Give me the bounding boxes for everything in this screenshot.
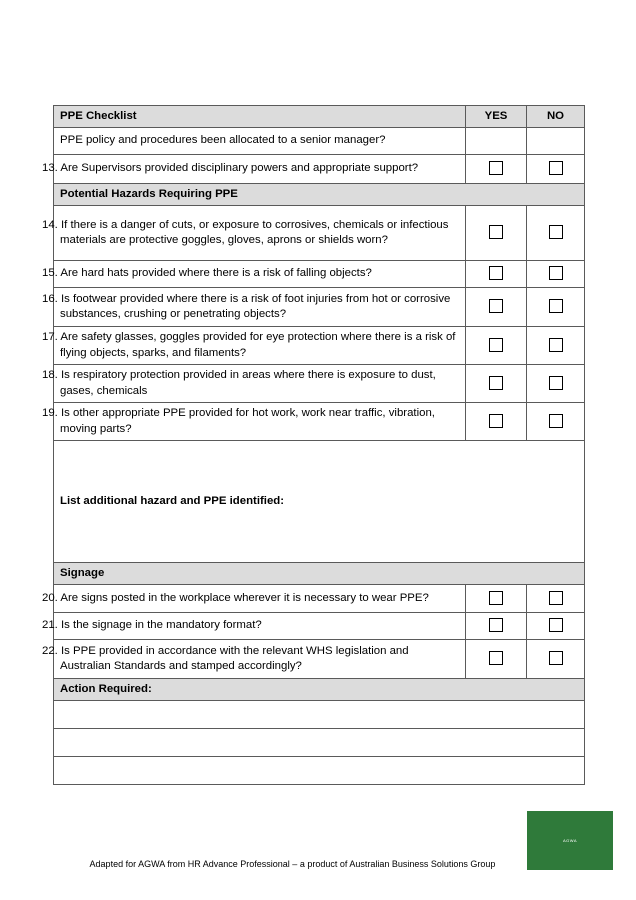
no-checkbox-22[interactable] (549, 651, 563, 665)
yes-checkbox-19[interactable] (489, 414, 503, 428)
table-row (54, 403, 585, 441)
action-line-2[interactable] (54, 729, 585, 757)
no-checkbox-20[interactable] (549, 591, 563, 605)
table-row (54, 206, 585, 261)
table-header-row (54, 106, 585, 128)
table-row (54, 365, 585, 403)
section-header-row (54, 563, 585, 585)
action-line-row (54, 729, 585, 757)
section-hazards-title: Potential Hazards Requiring PPE (54, 184, 585, 206)
table-row (54, 327, 585, 365)
no-checkbox-18[interactable] (549, 376, 563, 390)
yes-checkbox-20[interactable] (489, 591, 503, 605)
action-line-1[interactable] (54, 701, 585, 729)
table-row (54, 288, 585, 327)
action-required-title: Action Required: (54, 679, 585, 701)
yes-checkbox-16[interactable] (489, 299, 503, 313)
yes-cell (466, 128, 527, 155)
question-20: 20. Are signs posted in the workplace wherever it is necessary to wear PPE? (54, 585, 466, 613)
yes-checkbox-14[interactable] (489, 225, 503, 239)
yes-checkbox-22[interactable] (489, 651, 503, 665)
page-footer: Adapted for AGWA from HR Advance Professional – a product of Australian Business Solutions Group (89, 859, 496, 869)
table-row (54, 613, 585, 640)
action-line-row (54, 701, 585, 729)
additional-hazards-row (54, 441, 585, 563)
logo-text: AGWA (562, 838, 578, 843)
section-header-row (54, 679, 585, 701)
table-row (54, 128, 585, 155)
no-column-header: NO (527, 106, 585, 128)
question-19: 19. Is other appropriate PPE provided for hot work, work near traffic, vibration, moving parts? (54, 403, 466, 441)
yes-checkbox-15[interactable] (489, 266, 503, 280)
no-checkbox-17[interactable] (549, 338, 563, 352)
question-13: 13. Are Supervisors provided disciplinary powers and appropriate support? (54, 155, 466, 184)
section-signage-title: Signage (54, 563, 585, 585)
no-checkbox-13[interactable] (549, 161, 563, 175)
question-22: 22. Is PPE provided in accordance with the relevant WHS legislation and Australian Standards and stamped accordingly? (54, 640, 466, 679)
question-15: 15. Are hard hats provided where there is a risk of falling objects? (54, 261, 466, 288)
action-line-3[interactable] (54, 757, 585, 785)
question-16: 16. Is footwear provided where there is a risk of foot injuries from hot or corrosive substances, crushing or penetrating objects? (54, 288, 466, 327)
yes-checkbox-17[interactable] (489, 338, 503, 352)
ppe-checklist-table (42, 105, 585, 785)
question-14: 14. If there is a danger of cuts, or exposure to corrosives, chemicals or infectious materials are protective goggles, gloves, aprons or shields worn? (54, 206, 466, 261)
question-21: 21. Is the signage in the mandatory format? (54, 613, 466, 640)
yes-checkbox-18[interactable] (489, 376, 503, 390)
question-17: 17. Are safety glasses, goggles provided for eye protection where there is a risk of flying objects, sparks, and filaments? (54, 327, 466, 365)
yes-column-header: YES (466, 106, 527, 128)
question-18: 18. Is respiratory protection provided in areas where there is exposure to dust, gases, chemicals (54, 365, 466, 403)
additional-hazards-field[interactable]: List additional hazard and PPE identified: (54, 441, 585, 563)
no-cell (527, 128, 585, 155)
no-checkbox-16[interactable] (549, 299, 563, 313)
action-line-row (54, 757, 585, 785)
table-title: PPE Checklist (54, 106, 466, 128)
table-row (54, 585, 585, 613)
yes-checkbox-13[interactable] (489, 161, 503, 175)
table-row (54, 640, 585, 679)
table-row (54, 155, 585, 184)
no-checkbox-19[interactable] (549, 414, 563, 428)
no-checkbox-14[interactable] (549, 225, 563, 239)
table-row (54, 261, 585, 288)
question-continued: PPE policy and procedures been allocated to a senior manager? (54, 128, 466, 155)
no-checkbox-15[interactable] (549, 266, 563, 280)
yes-checkbox-21[interactable] (489, 618, 503, 632)
section-header-row (54, 184, 585, 206)
no-checkbox-21[interactable] (549, 618, 563, 632)
